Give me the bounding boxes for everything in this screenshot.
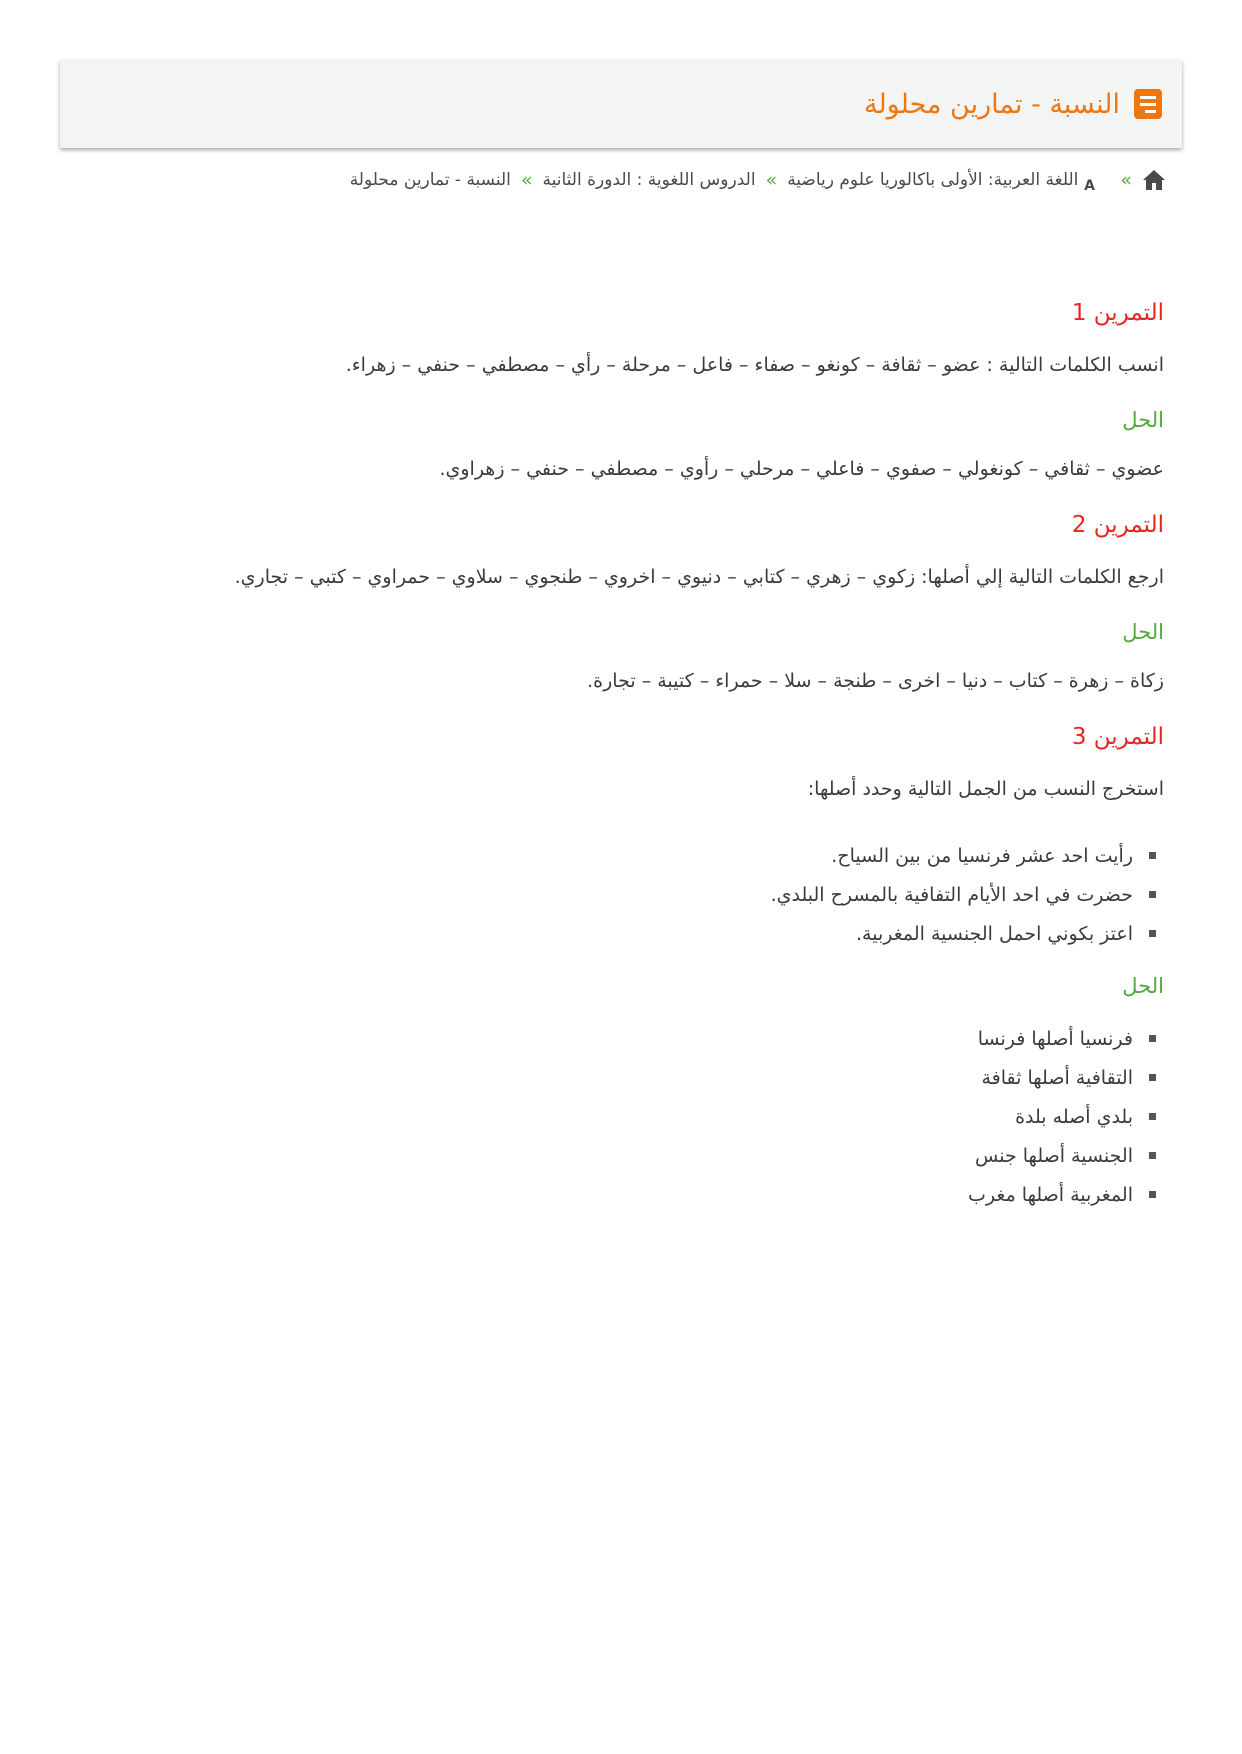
exercise-1-solution-title: الحل [1122,408,1164,432]
breadcrumb-separator: » [765,169,778,191]
bullet-icon [1149,930,1156,937]
bullet-icon [1149,1191,1156,1198]
list-item: المغربية أصلها مغرب [78,1175,1164,1214]
breadcrumb-item-subject[interactable]: اللغة العربية: الأولى باكالوريا علوم رياضية [787,170,1079,190]
exercise-1-solution: عضوي – ثقافي – كونغولي – صفوي – فاعلي – مرحلي – رأوي – مصطفي – حنفي – زهراوي. [439,458,1164,480]
exercise-3-question: استخرج النسب من الجمل التالية وحدد أصلها: [807,778,1164,800]
list-item: بلدي أصله بلدة [78,1097,1164,1136]
exercise-2-title: التمرين 2 [1071,512,1164,538]
page-header [60,60,1182,148]
exercise-2-question: ارجع الكلمات التالية إلي أصلها: زكوي – زهري – كتابي – دنيوي – اخروي – طنجوي – سلاوي – حمراوي – كتبي – تجاري. [234,566,1164,588]
breadcrumb-separator: » [520,169,533,191]
list-item: اعتز بكوني احمل الجنسية المغربية. [78,914,1164,953]
exercise-3-solution-list [78,1019,1164,1214]
bullet-icon [1149,852,1156,859]
article-icon [1134,89,1162,119]
exercise-1-title: التمرين 1 [1071,300,1164,326]
exercise-1-question: انسب الكلمات التالية : عضو – ثقافة – كونغو – صفاء – فاعل – مرحلة – رأي – مصطفي – حنفي – زهراء. [345,354,1164,376]
bullet-icon [1149,1074,1156,1081]
exercise-3-title: التمرين 3 [1071,724,1164,750]
list-item: الجنسية أصلها جنس [78,1136,1164,1175]
list-item: التقافية أصلها ثقافة [78,1058,1164,1097]
exercise-2-solution-title: الحل [1122,620,1164,644]
main-content [78,296,1164,1231]
breadcrumb-item-lessons[interactable]: الدروس اللغوية : الدورة الثانية [542,170,756,190]
bullet-icon [1149,1113,1156,1120]
breadcrumb [350,168,1166,192]
list-item: فرنسيا أصلها فرنسا [78,1019,1164,1058]
bullet-icon [1149,1152,1156,1159]
svg-text:A: A [1084,178,1096,192]
bullet-icon [1149,1035,1156,1042]
breadcrumb-item-current: النسبة - تمارين محلولة [349,170,511,190]
exercise-3-sentences [78,836,1164,953]
page-title: النسبة - تمارين محلولة [863,88,1120,120]
home-icon[interactable] [1142,169,1166,191]
list-item: رأيت احد عشر فرنسيا من بين السياح. [78,836,1164,875]
translate-icon [1084,168,1110,192]
exercise-3-solution-title: الحل [1122,974,1164,998]
exercise-2-solution: زكاة – زهرة – كتاب – دنيا – اخرى – طنجة – سلا – حمراء – كتيبة – تجارة. [587,670,1164,692]
breadcrumb-separator: » [1120,169,1132,191]
bullet-icon [1149,891,1156,898]
list-item: حضرت في احد الأيام التفافية بالمسرح البلدي. [78,875,1164,914]
